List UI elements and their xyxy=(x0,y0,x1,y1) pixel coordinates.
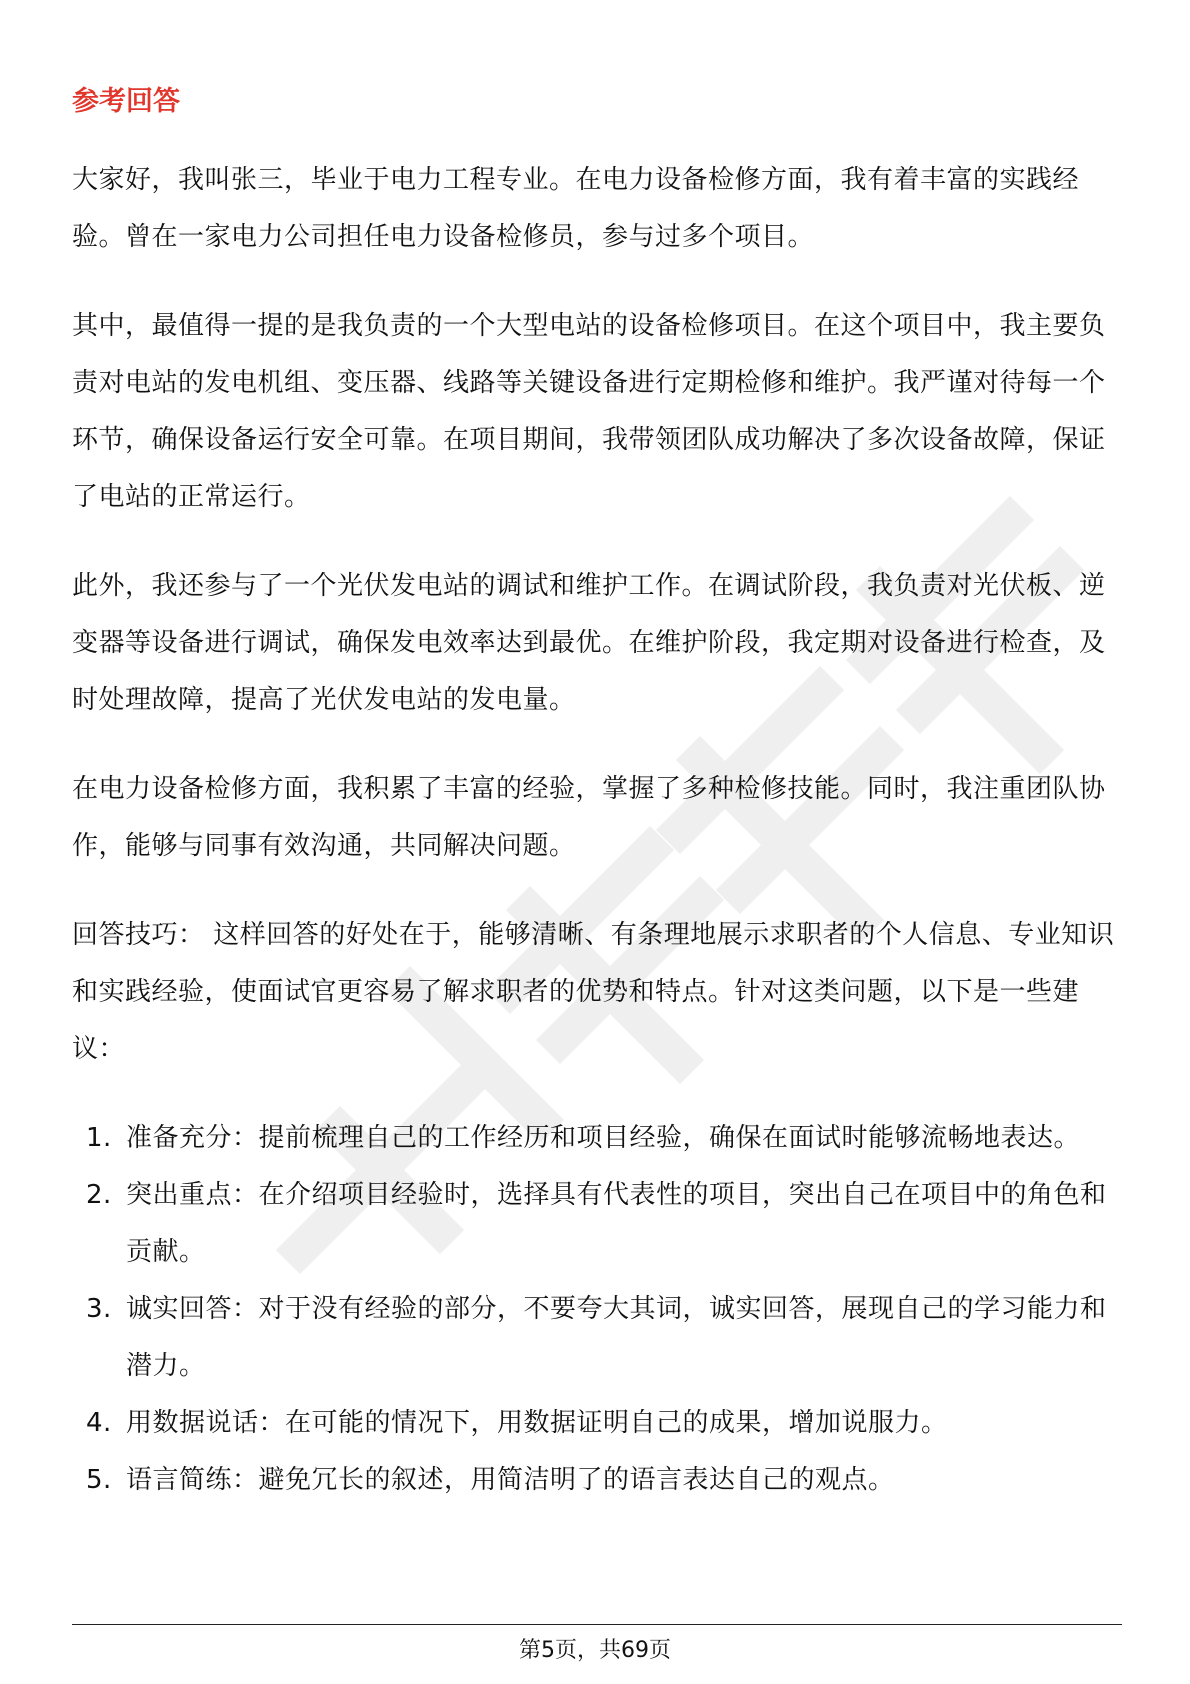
list-item xyxy=(72,1167,1122,1281)
paragraph-project-one: 其中，最值得一提的是我负责的一个大型电站的设备检修项目。在这个项目中，我主要负责对电站的发电机组、变压器、线路等关键设备进行定期检修和维护。我严谨对待每一个环节，确保设备运行安全可靠。在项目期间，我带领团队成功解决了多次设备故障，保证了电站的正常运行。 xyxy=(72,311,1106,512)
list-item xyxy=(72,1110,1122,1167)
list-item-number: 2. xyxy=(86,1180,112,1210)
footer-divider xyxy=(72,1624,1122,1625)
section-title: 参考回答 xyxy=(72,86,180,117)
list-item-number: 3. xyxy=(86,1294,112,1324)
list-item xyxy=(72,1395,1122,1452)
paragraph-answer-tips: 回答技巧： 这样回答的好处在于，能够清晰、有条理地展示求职者的个人信息、专业知识和实践经验，使面试官更容易了解求职者的优势和特点。针对这类问题，以下是一些建议： xyxy=(72,920,1115,1064)
list-item-text: 语言简练：避免冗长的叙述，用简洁明了的语言表达自己的观点。 xyxy=(126,1465,895,1495)
list-item xyxy=(72,1281,1122,1395)
page-number: 第5页，共69页 xyxy=(519,1638,671,1663)
list-item-number: 5. xyxy=(86,1465,112,1495)
paragraph-summary: 在电力设备检修方面，我积累了丰富的经验，掌握了多种检修技能。同时，我注重团队协作，能够与同事有效沟通，共同解决问题。 xyxy=(72,774,1106,861)
paragraph-project-two: 此外，我还参与了一个光伏发电站的调试和维护工作。在调试阶段，我负责对光伏板、逆变器等设备进行调试，确保发电效率达到最优。在维护阶段，我定期对设备进行检查，及时处理故障，提高了光伏发电站的发电量。 xyxy=(72,571,1106,715)
list-item-text: 准备充分：提前梳理自己的工作经历和项目经验，确保在面试时能够流畅地表达。 xyxy=(126,1123,1081,1153)
document-body xyxy=(72,82,1122,1509)
list-item-text: 突出重点：在介绍项目经验时，选择具有代表性的项目，突出自己在项目中的角色和贡献。 xyxy=(126,1180,1107,1267)
list-item xyxy=(72,1452,1122,1509)
list-item-number: 1. xyxy=(86,1123,112,1153)
list-item-text: 用数据说话：在可能的情况下，用数据证明自己的成果，增加说服力。 xyxy=(126,1408,948,1438)
list-item-number: 4. xyxy=(86,1408,112,1438)
list-item-text: 诚实回答：对于没有经验的部分，不要夸大其词，诚实回答，展现自己的学习能力和潜力。 xyxy=(126,1294,1107,1381)
paragraph-intro: 大家好，我叫张三，毕业于电力工程专业。在电力设备检修方面，我有着丰富的实践经验。曾在一家电力公司担任电力设备检修员，参与过多个项目。 xyxy=(72,165,1080,252)
tips-list xyxy=(72,1110,1122,1509)
